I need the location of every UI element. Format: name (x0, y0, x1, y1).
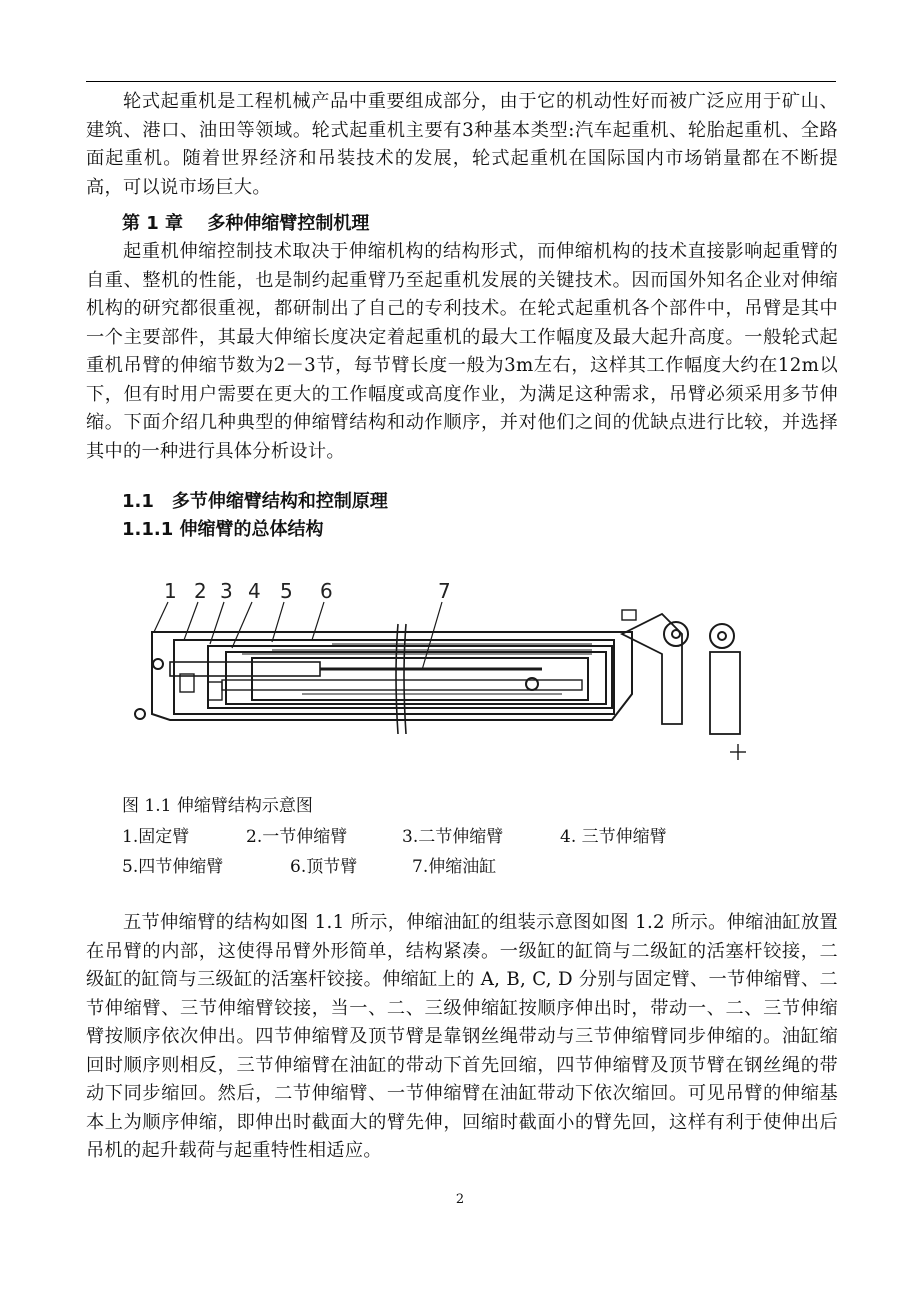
legend-item-3: 3.二节伸缩臂 (402, 827, 504, 847)
section-1-1-heading: 1.1 多节伸缩臂结构和控制原理 (122, 491, 388, 512)
legend-item-5: 5.四节伸缩臂 (122, 857, 224, 877)
legend-item-7: 7.伸缩油缸 (412, 857, 497, 877)
callout-7: 7 (438, 579, 451, 603)
body-paragraph: 五节伸缩臂的结构如图 1.1 所示，伸缩油缸的组装示意图如图 1.2 所示。伸缩油缸放置在吊臂的内部，这使得吊臂外形简单，结构紧凑。一级缸的缸筒与二级缸的活塞杆铰接，二级缸的缸筒与三级缸的活塞杆铰接。伸缩缸上的 A, B, C, D 分别与固定臂、一节伸缩臂、二节伸缩臂、三节伸缩臂铰接，当一、二、三级伸缩缸按顺序伸出时，带动一、二、三节伸缩臂按顺序依次伸出。四节伸缩臂及顶节臂是靠钢丝绳带动与三节伸缩臂同步伸缩的。油缸缩回时顺序则相反，三节伸缩臂在油缸的带动下首先回缩，四节伸缩臂及顶节臂在钢丝绳的带动下同步缩回。然后，二节伸缩臂、一节伸缩臂在油缸带动下依次缩回。可见吊臂的伸缩基本上为顺序伸缩，即伸出时截面大的臂先伸，回缩时截面小的臂先回，这样有利于使伸出后吊机的起升载荷与起重特性相适应。 (86, 912, 838, 1161)
legend-item-6: 6.顶节臂 (290, 857, 358, 877)
callout-3: 3 (220, 579, 233, 603)
boom-structure-figure (122, 574, 762, 774)
callout-5: 5 (280, 579, 293, 603)
callout-6: 6 (320, 579, 333, 603)
intro-paragraph: 轮式起重机是工程机械产品中重要组成部分，由于它的机动性好而被广泛应用于矿山、建筑、港口、油田等领域。轮式起重机主要有3种基本类型:汽车起重机、轮胎起重机、全路面起重机。随着世界经济和吊装技术的发展，轮式起重机在国际国内市场销量都在不断提高，可以说市场巨大。 (86, 91, 838, 198)
callout-2: 2 (194, 579, 207, 603)
legend-item-4: 4. 三节伸缩臂 (560, 827, 667, 847)
legend-item-2: 2.一节伸缩臂 (246, 827, 348, 847)
callout-4: 4 (248, 579, 261, 603)
header-rule (86, 81, 836, 82)
legend-item-1: 1.固定臂 (122, 827, 190, 847)
chapter-paragraph: 起重机伸缩控制技术取决于伸缩机构的结构形式，而伸缩机构的技术直接影响起重臂的自重、整机的性能，也是制约起重臂乃至起重机发展的关键技术。因而国外知名企业对伸缩机构的研究都很重视，都研制出了自己的专利技术。在轮式起重机各个部件中，吊臂是其中一个主要部件，其最大伸缩长度决定着起重机的最大工作幅度及最大起升高度。一般轮式起重机吊臂的伸缩节数为2－3节，每节臂长度一般为3m左右，这样其工作幅度大约在12m以下，但有时用户需要在更大的工作幅度或高度作业，为满足这种需求，吊臂必须采用多节伸缩。下面介绍几种典型的伸缩臂结构和动作顺序，并对他们之间的优缺点进行比较，并选择其中的一种进行具体分析设计。 (86, 241, 838, 462)
section-1-1-1-heading: 1.1.1 伸缩臂的总体结构 (122, 519, 324, 540)
figure-caption: 图 1.1 伸缩臂结构示意图 (122, 796, 313, 816)
page-number: 2 (455, 1192, 465, 1207)
callout-1: 1 (164, 579, 177, 603)
chapter-title: 第 1 章 多种伸缩臂控制机理 (122, 213, 370, 234)
